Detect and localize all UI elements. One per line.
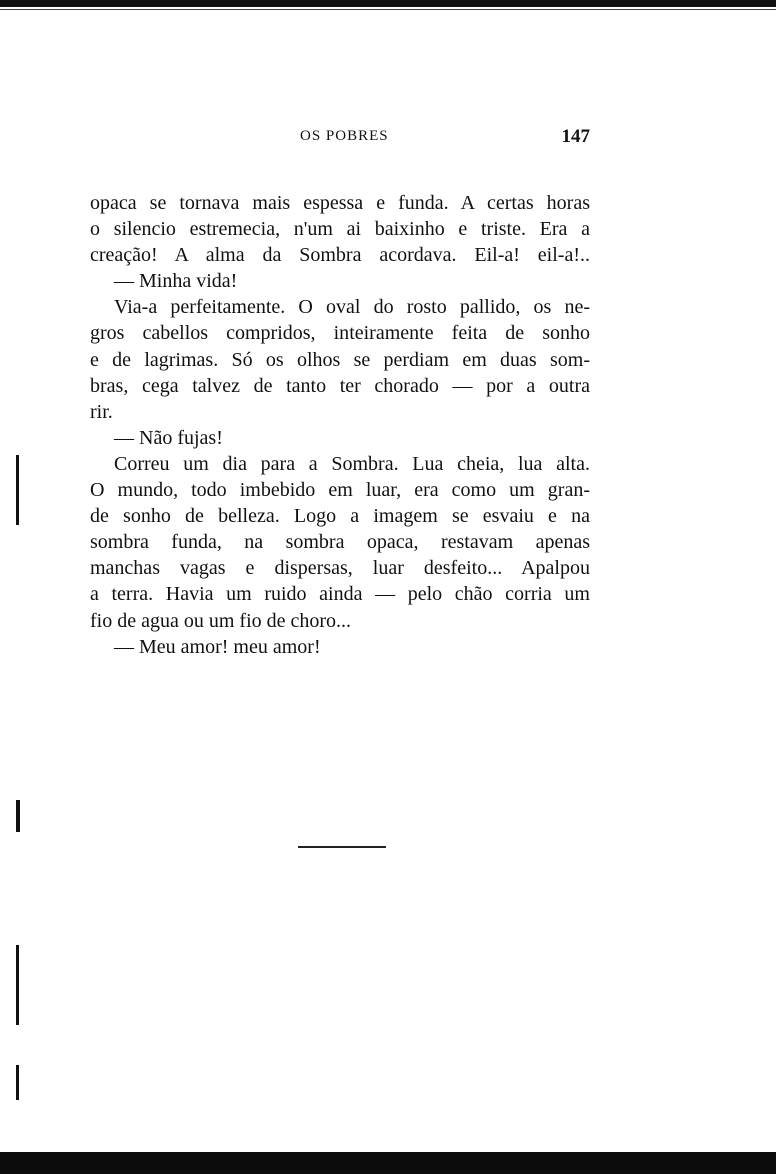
text-line: fio de agua ou um fio de choro... [90,609,352,632]
end-rule [298,846,386,848]
page-number: 147 [561,126,590,147]
margin-mark [16,1065,19,1100]
page-top-rule [0,9,776,10]
margin-mark [16,800,20,832]
text-line: de sonho de belleza. Logo a imagem se esvaiu e na [90,505,590,528]
page-top-edge [0,0,776,7]
margin-mark [16,455,19,525]
text-line: a terra. Havia um ruido ainda — pelo chão corria um [90,583,590,606]
text-line: opaca se tornava mais espessa e funda. A certas horas [90,192,590,214]
text-line: creação! A alma da Sombra acordava. Eil-a! eil-a!.. [90,244,590,267]
text-line: — Minha vida! [114,270,238,293]
margin-mark [16,945,19,1025]
text-line: Via-a perfeitamente. O oval do rosto pallido, os ne- [114,296,590,319]
text-line: bras, cega talvez de tanto ter chorado — por a outra [90,374,590,397]
body-text [90,190,590,660]
text-line: rir. [90,400,113,423]
text-line: O mundo, todo imbebido em luar, era como um gran- [90,479,590,502]
page-bottom-edge [0,1152,776,1174]
text-line: manchas vagas e dispersas, luar desfeito... Apalpou [90,557,590,580]
text-line: gros cabellos compridos, inteiramente feita de sonho [90,322,590,345]
text-line: — Não fujas! [114,426,223,449]
text-line: o silencio estremecia, n'um ai baixinho e triste. Era a [90,218,590,241]
text-line: e de lagrimas. Só os olhos se perdiam em duas som- [90,348,590,371]
text-line: Correu um dia para a Sombra. Lua cheia, lua alta. [114,452,590,475]
text-line: — Meu amor! meu amor! [114,635,321,658]
running-title: OS POBRES [300,128,389,144]
page-header [90,126,590,150]
text-line: sombra funda, na sombra opaca, restavam apenas [90,531,590,554]
